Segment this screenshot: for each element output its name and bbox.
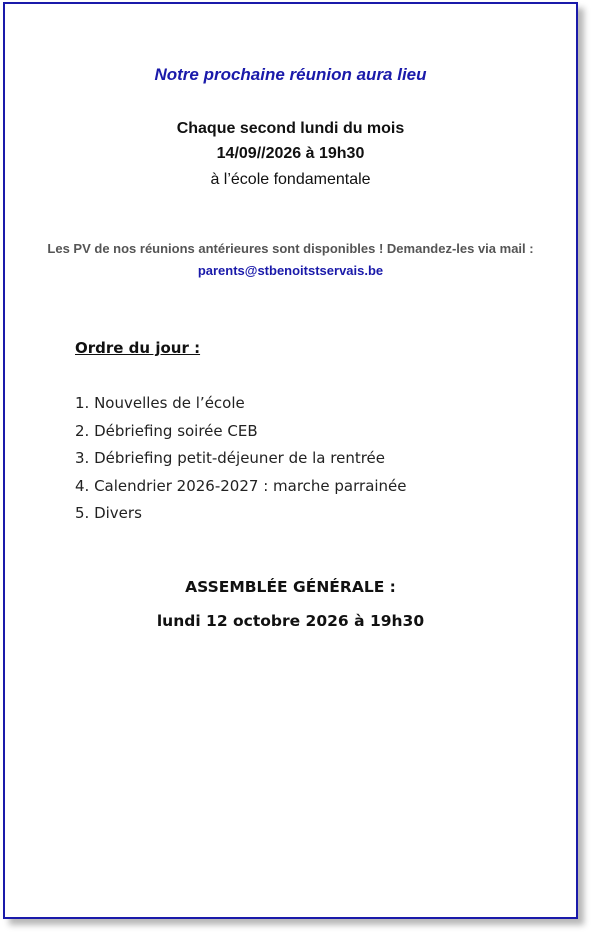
pv-notice-text: Les PV de nos réunions antérieures sont disponibles ! Demandez-les via mail : (47, 241, 534, 256)
agenda-item: 2. Débriefing soirée CEB (75, 421, 258, 440)
pv-notice (35, 238, 546, 282)
agenda-list (75, 390, 407, 528)
agenda-item: 1. Nouvelles de l’école (75, 394, 245, 412)
assembly-title: ASSEMBLÉE GÉNÉRALE : (185, 578, 396, 596)
notice-page (3, 2, 578, 919)
schedule-date: 14/09//2026 à 19h30 (216, 145, 365, 162)
agenda-item: 3. Débriefing petit-déjeuner de la rentrée (75, 449, 385, 467)
schedule-location: à l’école fondamentale (210, 171, 371, 188)
contact-email-link[interactable]: parents@stbenoitstservais.be (197, 263, 384, 278)
schedule-frequency: Chaque second lundi du mois (176, 120, 405, 137)
agenda-item: 5. Divers (75, 504, 142, 522)
agenda-item: 4. Calendrier 2026-2027 : marche parrainée (75, 476, 407, 495)
assembly-date: lundi 12 octobre 2026 à 19h30 (156, 612, 425, 630)
meeting-heading: Notre prochaine réunion aura lieu (154, 65, 427, 84)
agenda-title: Ordre du jour : (75, 339, 201, 357)
